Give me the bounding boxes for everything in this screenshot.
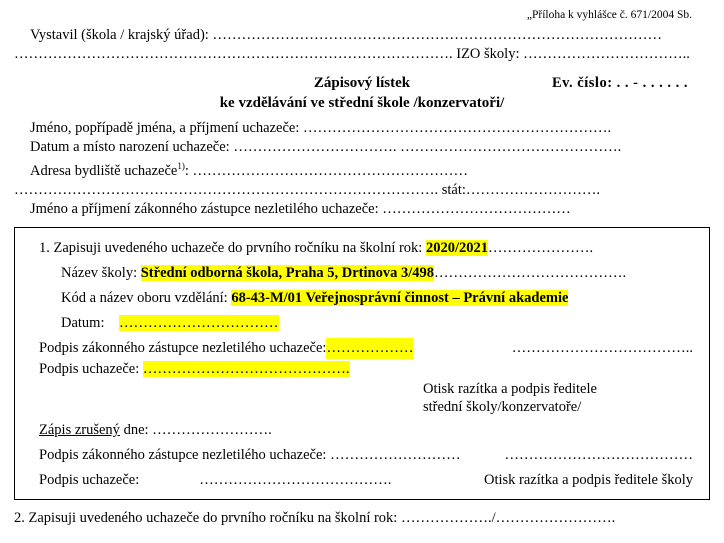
cancel-applicant-stamp-note: Otisk razítka a podpis ředitele školy bbox=[484, 471, 693, 488]
applicant-signature-value: ……………………………………. bbox=[142, 360, 350, 377]
school-name-label: Název školy: bbox=[61, 264, 141, 281]
applicant-signature-row bbox=[25, 359, 699, 380]
study-field-label: Kód a název oboru vzdělání: bbox=[61, 289, 232, 306]
field-guardian bbox=[14, 200, 710, 219]
document-subtitle: ke vzdělávání ve střední škole /konzervatoři/ bbox=[219, 95, 505, 111]
field-address-footnote: 1) bbox=[177, 161, 185, 171]
item1-text-after: …………………. bbox=[488, 239, 594, 256]
guardian-signature-label: Podpis zákonného zástupce nezletilého uchazeče: bbox=[39, 339, 327, 356]
date-line bbox=[25, 313, 699, 334]
issuer-line2-dots: ………………………………………………………………………………. bbox=[14, 46, 453, 62]
ev-cislo-value: . . - . . . . . . bbox=[616, 75, 688, 91]
cancel-label: Zápis zrušený bbox=[39, 421, 120, 438]
cancel-label-rest: dne: ……………………. bbox=[119, 421, 272, 438]
school-name-value: Střední odborná škola, Praha 5, Drtinova 3/498 bbox=[140, 264, 434, 281]
field-address-label-end: : bbox=[184, 162, 193, 179]
field-name bbox=[14, 119, 710, 138]
study-field-value: 68-43-M/01 Veřejnosprávní činnost – Právní akademie bbox=[231, 289, 569, 306]
cancel-line bbox=[25, 420, 699, 441]
guardian-signature-value: ……………… bbox=[326, 338, 413, 359]
issuer-label: Vystavil (škola / krajský úřad): bbox=[30, 27, 213, 43]
date-value: …………………………… bbox=[119, 314, 279, 331]
guardian-signature-right-dots: ……………………………….. bbox=[511, 339, 693, 356]
title-block bbox=[14, 73, 710, 113]
field-guardian-dots: ………………………………… bbox=[382, 200, 571, 217]
issuer-dots: ………………………………………………………………………………… bbox=[212, 27, 662, 43]
guardian-signature-row bbox=[25, 338, 699, 359]
izo-dots: …………………………….. bbox=[523, 46, 690, 62]
ev-cislo bbox=[552, 73, 688, 93]
field-address-label: Adresa bydliště uchazeče bbox=[30, 162, 178, 179]
izo-label: IZO školy: bbox=[452, 46, 524, 62]
field-address bbox=[14, 157, 710, 181]
school-name-line bbox=[25, 263, 699, 284]
school-year-value: 2020/2021 bbox=[425, 239, 488, 256]
item2-line: 2. Zapisuji uvedeného uchazeče do prvního ročníku na školní rok: ………………./……………………. bbox=[14, 509, 616, 526]
field-name-label: Jméno, popřípadě jména, a příjmení uchazeče: bbox=[30, 120, 303, 136]
cancel-guardian-signature-row bbox=[25, 445, 699, 466]
study-field-line bbox=[25, 288, 699, 309]
field-address-2-dots: ……………………………………………………………………………. stát:………………………. bbox=[14, 181, 601, 198]
applicant-fields bbox=[14, 119, 710, 219]
date-label: Datum: bbox=[61, 314, 105, 331]
item1-line bbox=[25, 238, 699, 259]
field-name-dots: ………………………………………………………. bbox=[302, 120, 612, 136]
stamp-note-line-2: střední školy/konzervatoře/ bbox=[423, 398, 582, 415]
issuer-line bbox=[14, 26, 710, 45]
enrollment-box-1 bbox=[14, 227, 710, 500]
cancel-guardian-signature-right-dots: ………………………………… bbox=[504, 446, 693, 463]
issuer-line-2 bbox=[14, 45, 710, 64]
school-name-dots: …………………………………. bbox=[433, 264, 627, 281]
cancel-applicant-signature-row bbox=[25, 470, 699, 491]
field-birth-dots: ……………………………. ………………………………………. bbox=[233, 139, 622, 155]
item1-text-before: 1. Zapisuji uvedeného uchazeče do prvního ročníku na školní rok: bbox=[39, 239, 426, 256]
field-address-2 bbox=[14, 181, 710, 200]
title-row-1 bbox=[14, 73, 710, 93]
document-title: Zápisový lístek bbox=[313, 75, 411, 91]
stamp-note-line-1: Otisk razítka a podpis ředitele bbox=[423, 380, 597, 397]
field-birth bbox=[14, 138, 710, 157]
ev-cislo-label: Ev. číslo: bbox=[551, 75, 613, 91]
field-address-dots: ………………………………………………… bbox=[192, 162, 468, 179]
field-guardian-label: Jméno a příjmení zákonného zástupce nezletilého uchazeče: bbox=[30, 200, 383, 217]
field-birth-label: Datum a místo narození uchazeče: bbox=[30, 139, 234, 155]
applicant-signature-label: Podpis uchazeče: bbox=[39, 360, 143, 377]
annex-note: „Příloha k vyhlášce č. 671/2004 Sb. bbox=[526, 9, 692, 21]
cancel-applicant-signature-label: Podpis uchazeče: bbox=[39, 471, 140, 488]
cancel-applicant-signature-dots: …………………………………. bbox=[199, 471, 392, 488]
cancel-guardian-signature-label: Podpis zákonného zástupce nezletilého uchazeče: ……………………… bbox=[39, 446, 461, 463]
